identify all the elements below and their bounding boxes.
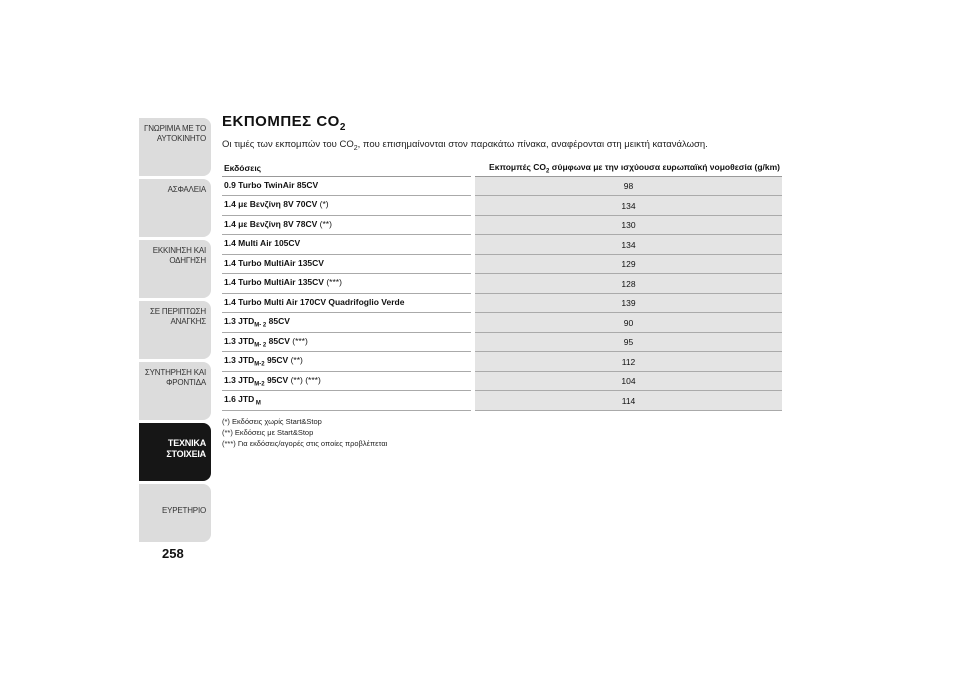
table-row [222,352,782,372]
footnote: (*) Εκδόσεις χωρίς Start&Stop [222,416,322,426]
tab-label-line1: ΣΥΝΤΗΡΗΣΗ ΚΑΙ [144,368,206,377]
emission-value-cell: 90 [473,313,782,333]
version-cell: 1.3 $JTD_{M-2}$ 95CV (**) [222,352,473,372]
tab-index[interactable] [139,484,211,542]
table-row [222,391,782,411]
emission-value-cell: 128 [473,274,782,294]
tab-emergency[interactable] [139,301,211,359]
table-row [222,176,782,196]
tab-label-line2: ΣΤΟΙΧΕΙΑ [166,449,206,459]
version-cell: 1.4 Turbo MultiAir 135CV (***) [222,274,473,294]
tab-label-line1: ΣΕ ΠΕΡΙΠΤΩΣΗ [150,307,206,316]
page-number: 258 [162,546,184,561]
tab-technical-data[interactable] [139,423,211,481]
tab-label-line1: ΕΚΚΙΝΗΣΗ ΚΑΙ [152,246,206,255]
tab-label-line2: ΟΔΗΓΗΣΗ [169,256,206,265]
version-cell: 1.4 με Βενζίνη 8V 78CV (**) [222,215,473,235]
version-cell: 1.3 $JTD_{M-2}$ 95CV (**) (***) [222,371,473,391]
table-row [222,196,782,216]
version-cell: 1.3 $JTD_{M- 2}$ 85CV (***) [222,332,473,352]
tab-label-line2: ΑΥΤΟΚΙΝΗΤΟ [156,134,206,143]
table-row [222,274,782,294]
emission-value-cell: 130 [473,215,782,235]
table-row [222,313,782,333]
table-header [222,160,782,177]
emission-value-cell: 104 [473,371,782,391]
emission-value-cell: 95 [473,332,782,352]
emissions-table [222,160,782,411]
footnote: (***) Για εκδόσεις/αγορές στις οποίες προβλέπεται [222,438,388,448]
table-row [222,293,782,313]
main-content [222,113,782,449]
emission-value-cell: 98 [473,176,782,196]
chapter-tabs [139,118,211,545]
emission-value-cell: 114 [473,391,782,411]
version-cell: 1.4 Turbo Multi Air 170CV Quadrifoglio Verde [222,293,473,313]
tab-label-line1: ΑΣΦΑΛΕΙΑ [167,185,206,194]
table-row [222,254,782,274]
tab-safety[interactable] [139,179,211,237]
emission-value-cell: 139 [473,293,782,313]
table-row [222,235,782,255]
emission-value-cell: 134 [473,235,782,255]
header-versions: Εκδόσεις [222,160,473,177]
tab-getting-to-know[interactable] [139,118,211,176]
version-cell: 1.4 Multi Air 105CV [222,235,473,255]
footnotes [222,416,782,449]
version-cell: 1.3 $JTD_{M- 2}$ 85CV [222,313,473,333]
table-row [222,215,782,235]
intro-text: Οι τιμές των εκπομπών του $CO_2$, που επισημαίνονται στον παρακάτω πίνακα, αναφέρονται στη μεικτή κατανάλωση. [222,139,708,152]
emission-value-cell: 112 [473,352,782,372]
tab-label-line1: ΓΝΩΡΙΜΙΑ ΜΕ ΤΟ [144,124,206,133]
table-row [222,332,782,352]
tab-starting-driving[interactable] [139,240,211,298]
version-cell: 0.9 Turbo TwinAir 85CV [222,176,473,196]
tab-label-line1: ΤΕΧΝΙΚΑ [167,438,206,448]
version-cell: 1.6 JTD $_M$ [222,391,473,411]
version-cell: 1.4 με Βενζίνη 8V 70CV (*) [222,196,473,216]
header-emissions: Εκπομπές $CO_2$ σύμφωνα με την ισχύουσα ευρωπαϊκή νομοθεσία (g/km) [473,160,782,177]
version-cell: 1.4 Turbo MultiAir 135CV [222,254,473,274]
tab-label-line1: ΕΥΡΕΤΗΡΙΟ [162,506,206,515]
footnote: (**) Εκδόσεις με Start&Stop [222,427,314,437]
emission-value-cell: 134 [473,196,782,216]
page-title: ΕΚΠΟΜΠΕΣ $CO_2$ [222,113,346,133]
tab-label-line2: ΑΝΑΓΚΗΣ [170,317,206,326]
tab-label-line2: ΦΡΟΝΤΙΔΑ [166,378,206,387]
emission-value-cell: 129 [473,254,782,274]
table-row [222,371,782,391]
tab-maintenance[interactable] [139,362,211,420]
